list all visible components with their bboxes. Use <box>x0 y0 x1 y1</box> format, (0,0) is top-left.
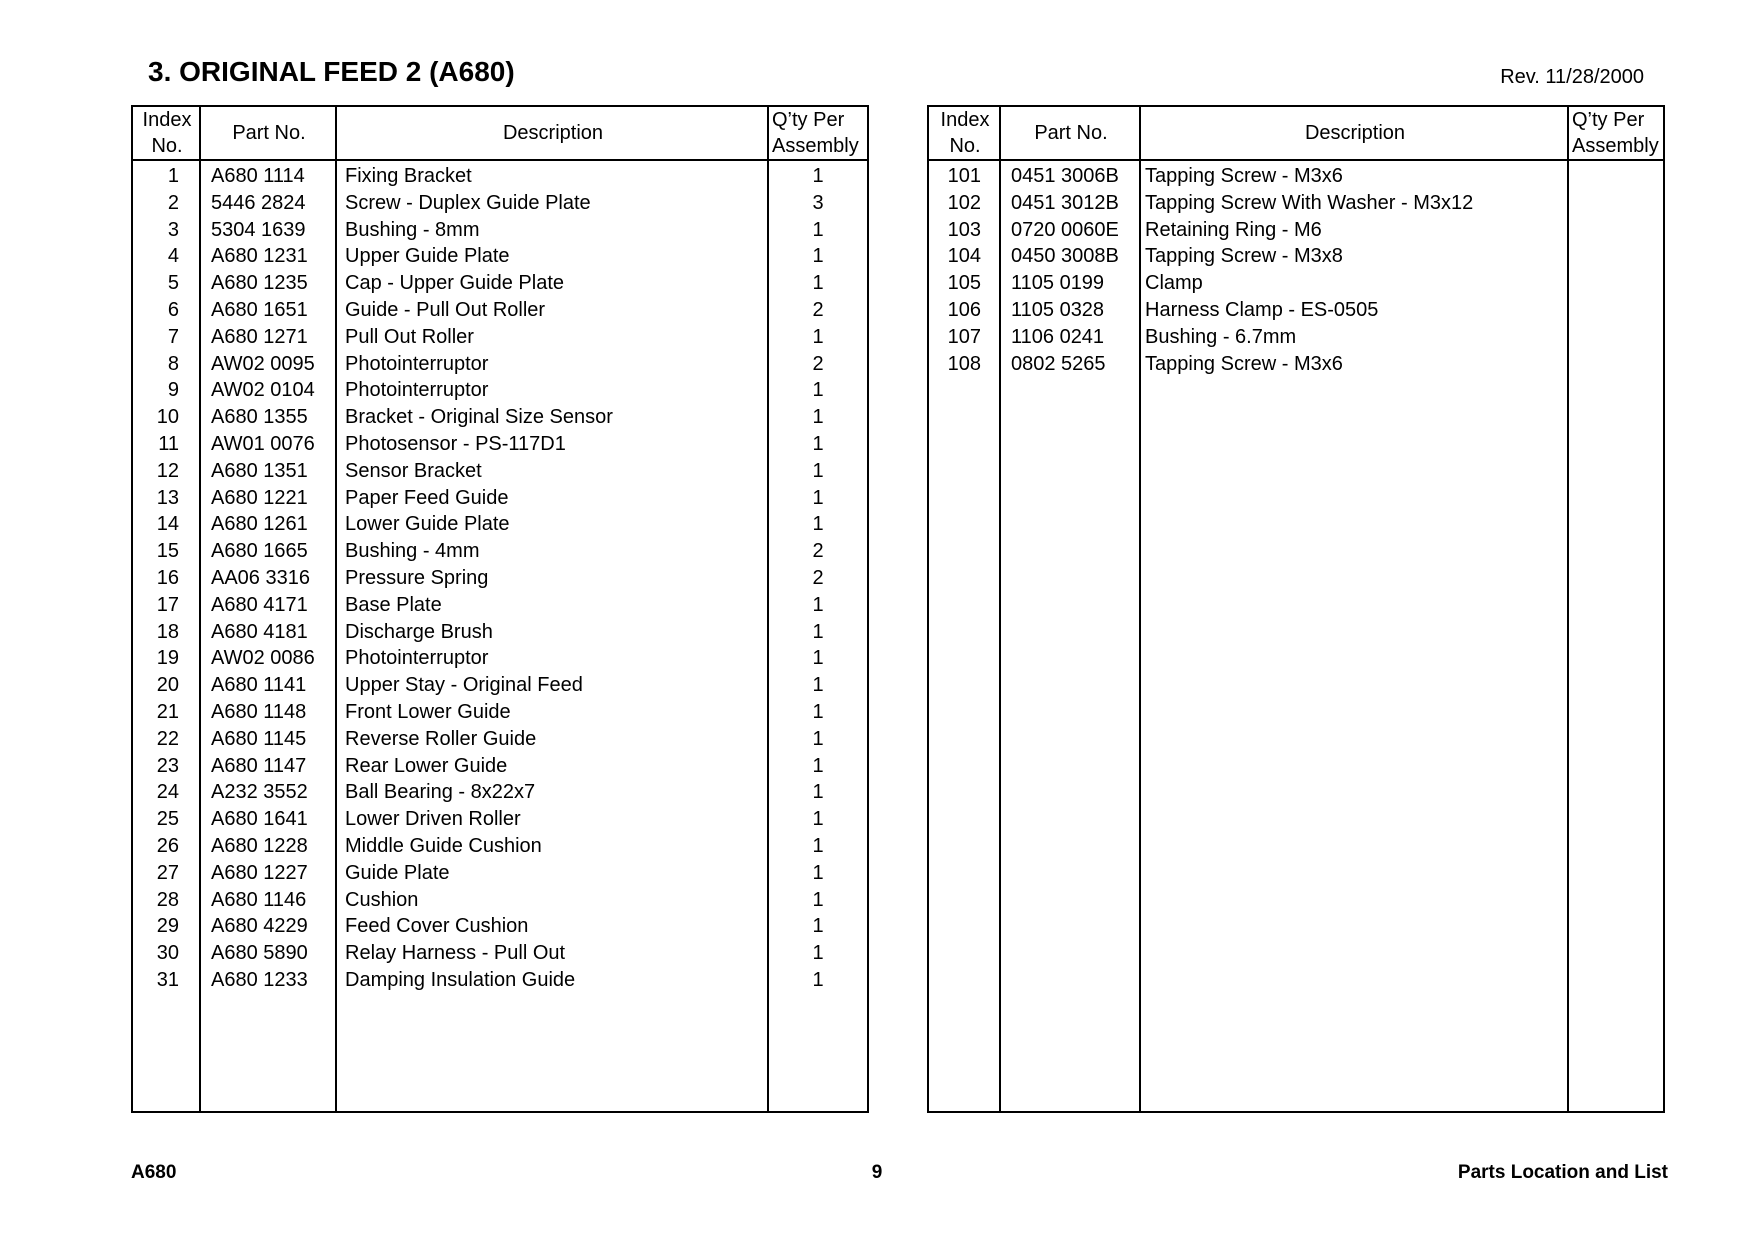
row-index: 18 <box>156 620 179 643</box>
row-index: 11 <box>158 433 179 455</box>
table-row <box>133 404 867 431</box>
row-description: Rear Lower Guide <box>345 754 508 777</box>
table-row <box>133 243 867 270</box>
table-row <box>929 351 1663 378</box>
row-description: Fixing Bracket <box>345 165 472 187</box>
row-part-no: A680 1145 <box>211 727 307 750</box>
table-row <box>133 458 867 485</box>
row-part-no: 1105 0328 <box>1011 299 1105 321</box>
row-part-no: A680 1665 <box>211 540 308 563</box>
row-part-no: AW02 0095 <box>211 352 315 375</box>
row-qty: 1 <box>812 701 824 723</box>
row-part-no: A680 1233 <box>211 969 308 991</box>
row-part-no: A680 1651 <box>211 299 308 321</box>
row-index: 104 <box>947 245 981 268</box>
row-part-no: A680 1147 <box>211 754 307 777</box>
row-description: Harness Clamp - ES-0505 <box>1145 299 1379 321</box>
row-qty: 1 <box>812 888 824 911</box>
header-qty: Q’ty Per Assembly <box>772 109 859 157</box>
row-qty: 1 <box>812 165 824 187</box>
row-part-no: A680 1221 <box>211 486 308 509</box>
row-index: 108 <box>947 352 981 375</box>
row-description: Reverse Roller Guide <box>345 727 537 750</box>
row-index: 26 <box>156 835 179 857</box>
row-qty: 1 <box>812 754 824 777</box>
parts-table-right <box>927 105 1665 1113</box>
row-part-no: A680 1228 <box>211 835 308 857</box>
revision-date: Rev. 11/28/2000 <box>1500 66 1644 88</box>
table-row <box>929 217 1663 244</box>
header-part-no: Part No. <box>232 122 306 144</box>
row-qty: 1 <box>812 620 824 643</box>
row-qty: 1 <box>812 727 824 750</box>
row-part-no: 0450 3008B <box>1011 245 1119 268</box>
table-header <box>133 107 867 161</box>
table-row <box>133 860 867 887</box>
table-row <box>133 753 867 780</box>
table-row <box>133 431 867 458</box>
row-description: Guide - Pull Out Roller <box>345 299 546 321</box>
row-index: 9 <box>167 379 179 402</box>
row-index: 31 <box>156 969 179 991</box>
table-row <box>133 270 867 297</box>
row-description: Feed Cover Cushion <box>345 915 529 938</box>
row-description: Pressure Spring <box>345 567 489 589</box>
table-row <box>133 190 867 217</box>
row-description: Paper Feed Guide <box>345 486 509 509</box>
row-index: 21 <box>156 701 179 723</box>
row-index: 22 <box>156 727 179 750</box>
row-description: Photointerruptor <box>345 379 489 402</box>
row-description: Ball Bearing - 8x22x7 <box>345 781 536 804</box>
table-row <box>133 565 867 592</box>
row-description: Tapping Screw - M3x6 <box>1145 165 1343 187</box>
row-qty: 1 <box>812 379 824 402</box>
row-index: 107 <box>947 325 981 348</box>
row-part-no: A232 3552 <box>211 781 308 804</box>
row-qty: 2 <box>812 299 824 321</box>
row-qty: 1 <box>812 942 824 965</box>
table-row <box>133 619 867 646</box>
row-index: 6 <box>167 299 179 321</box>
row-index: 30 <box>156 942 179 965</box>
row-index: 7 <box>167 325 179 348</box>
row-description: Clamp <box>1145 272 1203 295</box>
row-part-no: A680 4229 <box>211 915 308 938</box>
row-index: 20 <box>156 674 179 697</box>
row-qty: 1 <box>812 272 824 295</box>
row-description: Photointerruptor <box>345 647 489 670</box>
row-part-no: AA06 3316 <box>211 567 310 589</box>
row-index: 24 <box>156 781 179 804</box>
table-row <box>133 940 867 967</box>
table-row <box>133 217 867 244</box>
row-index: 105 <box>947 272 981 295</box>
row-index: 2 <box>167 191 179 214</box>
row-description: Upper Guide Plate <box>345 245 510 268</box>
row-part-no: 0720 0060E <box>1011 218 1119 241</box>
row-description: Bushing - 6.7mm <box>1145 325 1297 348</box>
row-qty: 3 <box>812 191 824 214</box>
table-row <box>133 377 867 404</box>
row-part-no: A680 1231 <box>211 245 308 268</box>
row-part-no: A680 1141 <box>211 674 307 697</box>
row-part-no: A680 1148 <box>211 701 307 723</box>
row-description: Cushion <box>345 888 419 911</box>
row-index: 103 <box>947 218 981 241</box>
row-description: Guide Plate <box>345 861 450 884</box>
table-body <box>929 159 1663 1111</box>
row-description: Damping Insulation Guide <box>345 969 576 991</box>
table-row <box>929 163 1663 190</box>
row-part-no: AW02 0086 <box>211 647 315 670</box>
row-qty: 1 <box>812 781 824 804</box>
footer-section: Parts Location and List <box>1457 1162 1668 1183</box>
table-row <box>133 699 867 726</box>
row-qty: 1 <box>812 325 824 348</box>
table-row <box>133 967 867 994</box>
table-row <box>133 887 867 914</box>
row-part-no: A680 1227 <box>211 861 308 884</box>
row-part-no: A680 5890 <box>211 942 308 965</box>
row-description: Photosensor - PS-117D1 <box>345 433 566 455</box>
row-description: Cap - Upper Guide Plate <box>345 272 565 295</box>
table-row <box>133 726 867 753</box>
header-part-no: Part No. <box>1034 122 1108 144</box>
row-index: 19 <box>156 647 179 670</box>
row-part-no: A680 1355 <box>211 406 308 429</box>
row-description: Photointerruptor <box>345 352 489 375</box>
table-row <box>133 511 867 538</box>
row-description: Relay Harness - Pull Out <box>345 942 566 965</box>
row-part-no: 0451 3006B <box>1011 165 1119 187</box>
row-qty: 1 <box>812 674 824 697</box>
header-description: Description <box>1304 122 1406 144</box>
table-row <box>133 779 867 806</box>
row-qty: 1 <box>812 486 824 509</box>
row-index: 12 <box>156 459 179 482</box>
row-description: Screw - Duplex Guide Plate <box>345 191 591 214</box>
row-description: Tapping Screw - M3x8 <box>1145 245 1343 268</box>
row-index: 4 <box>167 245 179 268</box>
table-row <box>133 645 867 672</box>
row-index: 29 <box>156 915 179 938</box>
row-qty: 1 <box>812 218 824 241</box>
row-index: 1 <box>167 165 179 187</box>
table-row <box>133 833 867 860</box>
row-qty: 1 <box>812 835 824 857</box>
footer-page-number: 9 <box>871 1162 883 1183</box>
row-index: 5 <box>167 272 179 295</box>
row-index: 106 <box>947 299 981 321</box>
row-part-no: 1105 0199 <box>1011 272 1105 295</box>
header-index: Index No. <box>142 109 192 157</box>
table-row <box>133 806 867 833</box>
footer-model: A680 <box>131 1162 177 1183</box>
row-index: 102 <box>947 191 981 214</box>
row-description: Front Lower Guide <box>345 701 511 723</box>
header-qty: Q’ty Per Assembly <box>1572 109 1659 157</box>
table-row <box>929 243 1663 270</box>
row-part-no: 1106 0241 <box>1011 325 1105 348</box>
row-qty: 1 <box>812 808 824 831</box>
table-body <box>133 159 867 1111</box>
row-description: Retaining Ring - M6 <box>1145 218 1322 241</box>
row-part-no: 0451 3012B <box>1011 191 1119 214</box>
table-row <box>929 324 1663 351</box>
row-qty: 1 <box>812 433 824 455</box>
row-description: Upper Stay - Original Feed <box>345 674 583 697</box>
table-row <box>929 270 1663 297</box>
row-part-no: 5304 1639 <box>211 218 306 241</box>
table-header <box>929 107 1663 161</box>
row-index: 25 <box>156 808 179 831</box>
row-index: 28 <box>156 888 179 911</box>
row-part-no: A680 1641 <box>211 808 308 831</box>
table-row <box>929 190 1663 217</box>
row-part-no: A680 1114 <box>211 165 305 187</box>
row-qty: 1 <box>812 245 824 268</box>
row-part-no: A680 1351 <box>211 459 308 482</box>
row-qty: 1 <box>812 593 824 616</box>
row-qty: 2 <box>812 540 824 563</box>
header-index: Index No. <box>940 109 990 157</box>
row-description: Lower Guide Plate <box>345 513 510 536</box>
header-description: Description <box>502 122 604 144</box>
row-description: Discharge Brush <box>345 620 493 643</box>
row-index: 10 <box>156 406 179 429</box>
row-qty: 2 <box>812 567 824 589</box>
table-row <box>133 324 867 351</box>
row-part-no: A680 1261 <box>211 513 308 536</box>
row-index: 13 <box>156 486 179 509</box>
row-description: Bushing - 4mm <box>345 540 480 563</box>
row-description: Tapping Screw - M3x6 <box>1145 352 1343 375</box>
table-row <box>133 297 867 324</box>
row-description: Sensor Bracket <box>345 459 482 482</box>
row-qty: 1 <box>812 969 824 991</box>
table-row <box>133 538 867 565</box>
row-qty: 1 <box>812 459 824 482</box>
row-description: Bushing - 8mm <box>345 218 480 241</box>
table-row <box>133 351 867 378</box>
row-part-no: A680 4171 <box>211 593 308 616</box>
table-row <box>133 485 867 512</box>
row-qty: 2 <box>812 352 824 375</box>
row-part-no: A680 1235 <box>211 272 308 295</box>
row-description: Pull Out Roller <box>345 325 474 348</box>
table-row <box>133 913 867 940</box>
row-part-no: A680 4181 <box>211 620 308 643</box>
row-index: 14 <box>156 513 179 536</box>
row-index: 8 <box>167 352 179 375</box>
row-part-no: AW02 0104 <box>211 379 315 402</box>
row-qty: 1 <box>812 406 824 429</box>
row-qty: 1 <box>812 513 824 536</box>
row-description: Base Plate <box>345 593 442 616</box>
table-row <box>929 297 1663 324</box>
row-index: 16 <box>156 567 179 589</box>
parts-table-left <box>131 105 869 1113</box>
row-part-no: A680 1146 <box>211 888 307 911</box>
row-description: Bracket - Original Size Sensor <box>345 406 613 429</box>
row-index: 27 <box>156 861 179 884</box>
row-qty: 1 <box>812 861 824 884</box>
row-description: Lower Driven Roller <box>345 808 521 831</box>
row-description: Tapping Screw With Washer - M3x12 <box>1145 191 1474 214</box>
row-description: Middle Guide Cushion <box>345 835 542 857</box>
row-index: 101 <box>947 165 981 187</box>
row-index: 23 <box>156 754 179 777</box>
table-row <box>133 163 867 190</box>
row-qty: 1 <box>812 915 824 938</box>
row-part-no: A680 1271 <box>211 325 308 348</box>
row-index: 3 <box>167 218 179 241</box>
table-row <box>133 592 867 619</box>
page-title: 3. ORIGINAL FEED 2 (A680) <box>148 56 515 87</box>
row-part-no: 0802 5265 <box>1011 352 1106 375</box>
row-index: 17 <box>156 593 179 616</box>
row-part-no: AW01 0076 <box>211 433 315 455</box>
table-row <box>133 672 867 699</box>
row-part-no: 5446 2824 <box>211 191 306 214</box>
row-index: 15 <box>156 540 179 563</box>
row-qty: 1 <box>812 647 824 670</box>
